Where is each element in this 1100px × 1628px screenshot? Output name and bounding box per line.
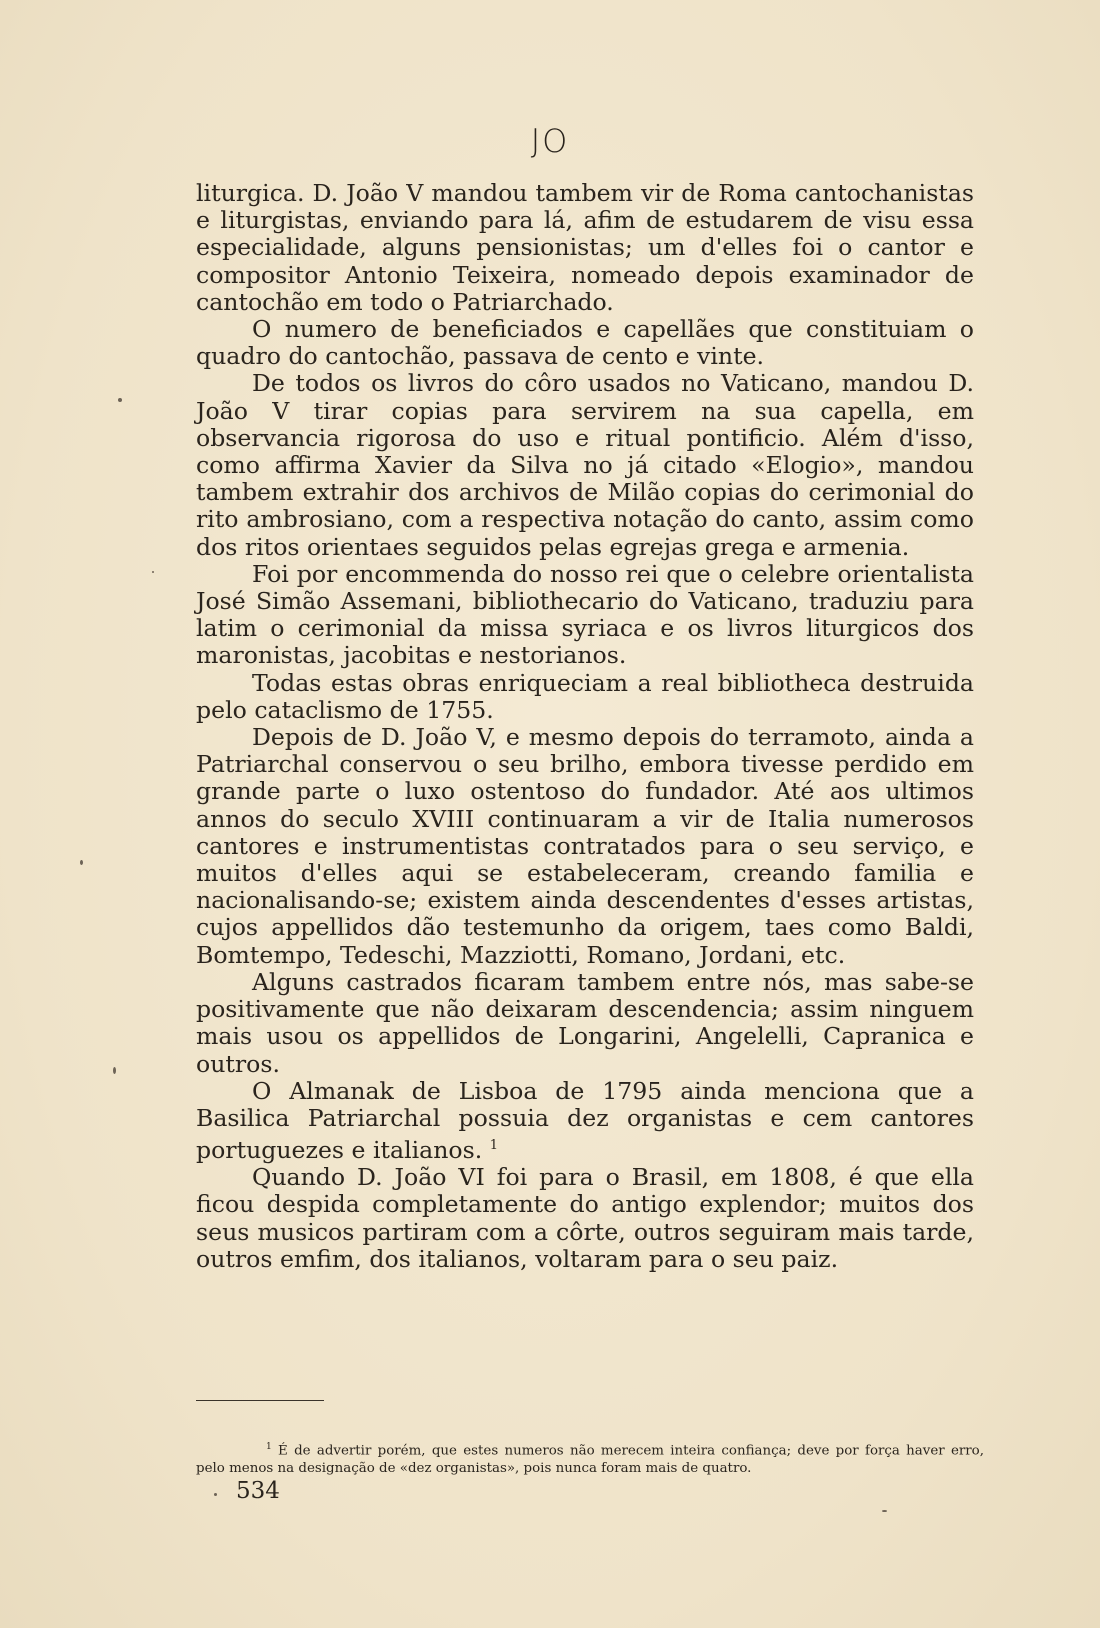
footnote-marker: 1 (266, 1442, 272, 1452)
scan-speck (80, 860, 83, 865)
scan-speck (882, 1510, 887, 1512)
scan-speck (118, 398, 122, 402)
footnote (196, 1438, 984, 1478)
paragraph-1: liturgica. D. João V mandou tambem vir de Roma cantochanistas e liturgistas, enviando para lá, afim de estudarem de visu essa especialidade, alguns pensionistas; um d'elles foi o cantor e compositor Antonio Teixeira, nomeado depois examinador de cantochão em todo o Patriarchado. (196, 179, 974, 316)
paragraph-4: Foi por encommenda do nosso rei que o celebre orientalista José Simão Assemani, bibliothecario do Vaticano, traduziu para latim o cerimonial da missa syriaca e os livros liturgicos dos maronistas, jacobitas e nestorianos. (196, 559, 974, 670)
scan-speck (214, 1493, 217, 1496)
footnote-rule (196, 1400, 324, 1401)
page-number: 534 (236, 1478, 280, 1504)
scan-speck (152, 571, 154, 573)
paragraph-5: Todas estas obras enriqueciam a real bibliotheca destruida pelo cataclismo de 1755. (196, 668, 974, 724)
body-text (196, 180, 974, 1273)
paragraph-7: Alguns castrados ficaram tambem entre nós, mas sabe-se positivamente que não deixaram descendencia; assim ninguem mais usou os appellidos de Longarini, Angelelli, Capranica e outros. (196, 967, 974, 1078)
paragraph-9: Quando D. João VI foi para o Brasil, em 1808, é que ella ficou despida completamente do antigo explendor; muitos dos seus musicos partiram com a côrte, outros seguiram mais tarde, outros emfim, dos italianos, voltaram para o seu paiz. (196, 1163, 974, 1273)
paragraph-8 (196, 1078, 974, 1164)
running-head: JO (530, 122, 570, 160)
paragraph-6: Depois de D. João V, e mesmo depois do terramoto, ainda a Patriarchal conservou o seu brilho, embora tivesse perdido em grande parte o luxo ostentoso do fundador. Até aos ultimos annos do seculo XVIII continuaram a vir de Italia numerosos cantores e instrumentistas contratados para o seu serviço, e muitos d'elles aqui se estabeleceram, creando familia e nacionalisando-se; existem ainda descendentes d'esses artistas, cujos appellidos dão testemunho da origem, taes como Baldi, Bomtempo, Tedeschi, Mazziotti, Romano, Jordani, etc. (196, 723, 974, 969)
scan-speck (113, 1067, 116, 1074)
footnote-text: É de advertir porém, que estes numeros não merecem inteira confiança; deve por força haver erro, pelo menos na designação de «dez organistas», pois nunca foram mais de quatro. (196, 1443, 984, 1477)
paragraph-2: O numero de beneficiados e capellães que constituiam o quadro do cantochão, passava de cento e vinte. (196, 315, 974, 371)
paragraph-3: De todos os livros do côro usados no Vaticano, mandou D. João V tirar copias para servirem na sua capella, em observancia rigorosa do uso e ritual pontificio. Além d'isso, como affirma Xavier da Silva no já citado «Elogio», mandou tambem extrahir dos archivos de Milão copias do cerimonial do rito ambrosiano, com a respectiva notação do canto, assim como dos ritos orientaes seguidos pelas egrejas grega e armenia. (196, 369, 974, 561)
footnote-reference: 1 (489, 1138, 499, 1154)
paragraph-8-text: O Almanak de Lisboa de 1795 ainda menciona que a Basilica Patriarchal possuia dez organistas e cem cantores portuguezes e italianos. (196, 1076, 974, 1164)
